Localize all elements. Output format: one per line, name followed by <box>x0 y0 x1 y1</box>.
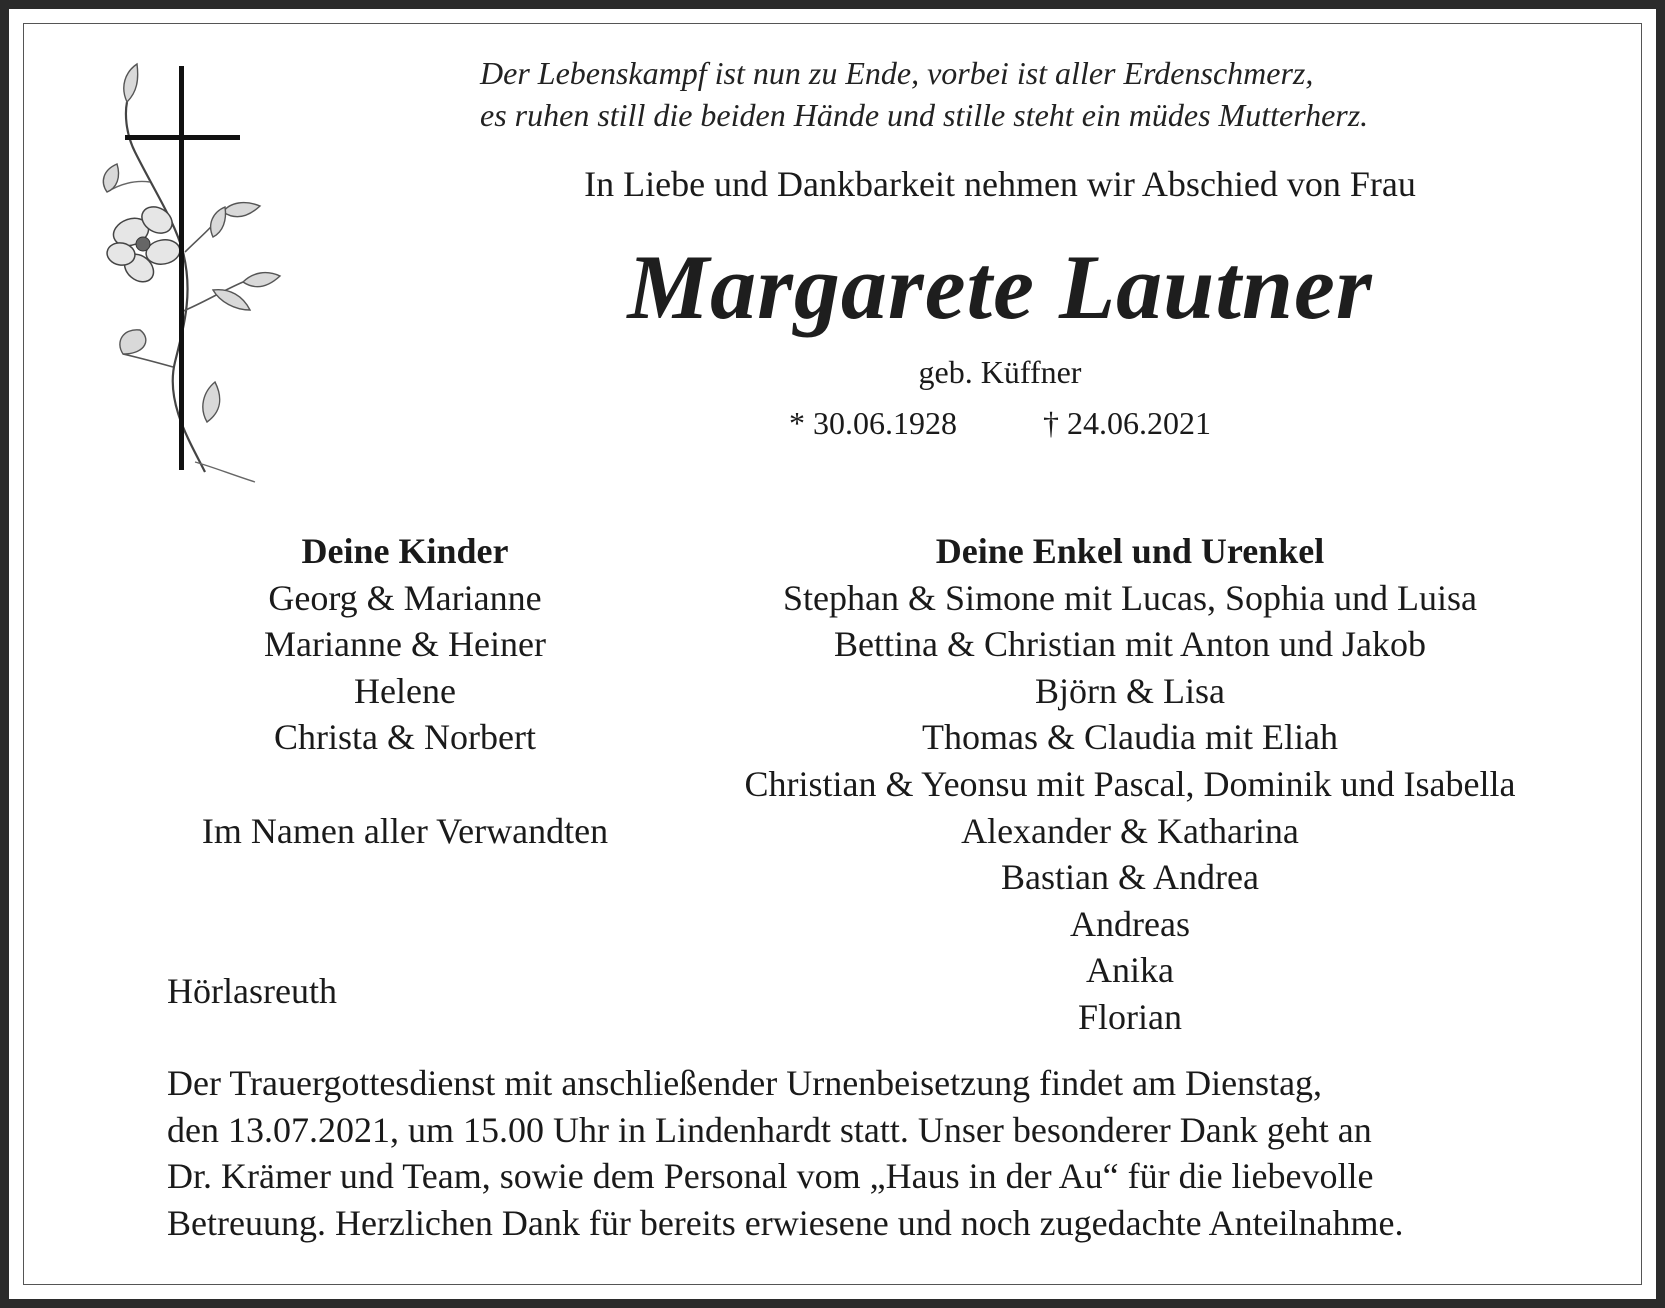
list-item: Marianne & Heiner <box>264 624 546 665</box>
service-line-1: Der Trauergottesdienst mit anschließender Urnenbeisetzung findet am Dienstag, <box>167 1063 1323 1103</box>
list-item: Bastian & Andrea <box>1001 857 1259 898</box>
motto-verse <box>480 52 1560 136</box>
service-line-4: Betreuung. Herzlichen Dank für bereits erwiesene und noch zugedachte Anteilnahme. <box>167 1202 1404 1243</box>
children-heading: Deine Kinder <box>301 531 509 571</box>
relatives-note: Im Namen aller Verwandten <box>201 811 609 851</box>
place-name: Hörlasreuth <box>167 971 337 1011</box>
list-item: Christian & Yeonsu mit Pascal, Dominik und Isabella <box>744 763 1516 804</box>
death-date: † 24.06.2021 <box>1043 405 1211 441</box>
list-item: Georg & Marianne <box>268 577 542 618</box>
maiden-name: geb. Küffner <box>918 354 1082 390</box>
list-item: Helene <box>354 670 456 711</box>
motto-line-1: Der Lebenskampf ist nun zu Ende, vorbei ist aller Erdenschmerz, <box>480 55 1314 91</box>
grandchildren-column <box>640 528 1620 1041</box>
list-item: Andreas <box>1070 903 1190 944</box>
list-item: Anika <box>1086 950 1174 991</box>
list-item: Thomas & Claudia mit Eliah <box>922 717 1338 758</box>
service-line-2: den 13.07.2021, um 15.00 Uhr in Lindenhardt statt. Unser besonderer Dank geht an <box>167 1109 1372 1150</box>
list-item: Björn & Lisa <box>1035 670 1225 711</box>
motto-line-2: es ruhen still die beiden Hände und stille steht ein müdes Mutterherz. <box>480 97 1369 133</box>
service-line-3: Dr. Krämer und Team, sowie dem Personal vom „Haus in der Au“ für die liebevolle <box>167 1156 1374 1196</box>
list-item: Bettina & Christian mit Anton und Jakob <box>834 624 1426 665</box>
cross-flower-icon <box>95 62 295 522</box>
deceased-name: Margarete Lautner <box>627 236 1373 338</box>
children-column <box>170 528 640 761</box>
list-item: Stephan & Simone mit Lucas, Sophia und Luisa <box>783 577 1477 618</box>
list-item: Alexander & Katharina <box>961 810 1299 851</box>
service-notice <box>167 1060 1627 1246</box>
birth-date: * 30.06.1928 <box>789 405 957 441</box>
life-dates <box>400 403 1600 443</box>
intro-text: In Liebe und Dankbarkeit nehmen wir Abschied von Frau <box>584 164 1416 204</box>
list-item: Florian <box>1078 996 1182 1037</box>
list-item: Christa & Norbert <box>274 717 536 758</box>
grandchildren-heading: Deine Enkel und Urenkel <box>935 531 1325 571</box>
